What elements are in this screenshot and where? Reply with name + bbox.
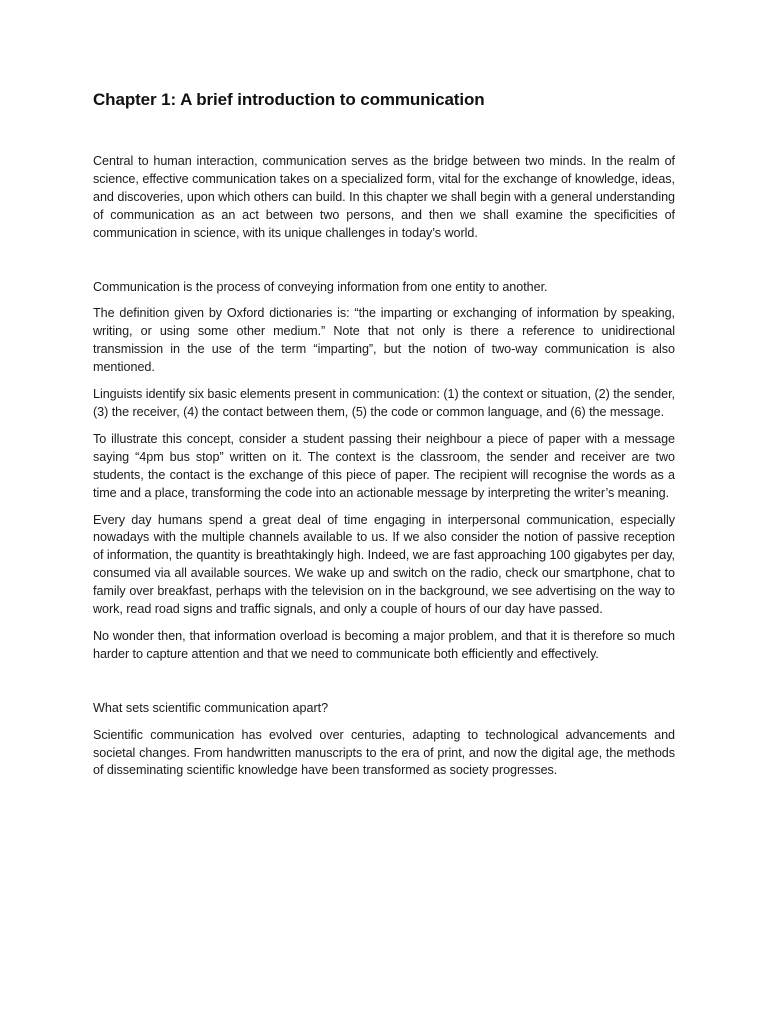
paragraph-student-example: To illustrate this concept, consider a student passing their neighbour a piece of paper with a message saying “4pm bus stop” written on it. The context is the classroom, the sender and receiver are two students, the contact is the exchange of this piece of paper. The recipient will recognise the words as a time and a place, transforming the code into an actionable message by interpreting the writer’s meaning. bbox=[93, 431, 675, 500]
paragraph-definition-process: Communication is the process of conveying information from one entity to another. bbox=[93, 279, 548, 294]
paragraph-oxford-definition: The definition given by Oxford dictionaries is: “the imparting or exchanging of information by speaking, writing, or using some other medium.” Note that not only is there a reference to unidirectional transmission in the use of the term “imparting”, but the notion of two-way communication is also mentioned. bbox=[93, 306, 675, 375]
chapter-title: Chapter 1: A brief introduction to communication bbox=[93, 90, 485, 109]
paragraph-information-overload: No wonder then, that information overload is becoming a major problem, and that it is therefore so much harder to capture attention and that we need to communicate both efficiently and effectively. bbox=[93, 628, 675, 661]
paragraph-scientific-communication: Scientific communication has evolved over centuries, adapting to technological advancements and societal changes. From handwritten manuscripts to the era of print, and now the digital age, the methods of disseminating scientific knowledge have been transformed as society progresses. bbox=[93, 727, 675, 778]
section-heading: What sets scientific communication apart? bbox=[93, 700, 329, 715]
paragraph-six-elements: Linguists identify six basic elements present in communication: (1) the context or situation, (2) the sender, (3) the receiver, (4) the contact between them, (5) the code or common language, and (6) the message. bbox=[93, 387, 675, 419]
paragraph-information-quantity: Every day humans spend a great deal of time engaging in interpersonal communication, especially nowadays with the multiple channels available to us. If we also consider the notion of passive reception of information, the quantity is breathtakingly high. Indeed, we are fast approaching 100 gigabytes per day, consumed via all available sources. We wake up and switch on the radio, check our smartphone, chat to family over breakfast, perhaps with the television on in the background, we see advertising on the way to work, read road signs and traffic signals, and only a couple of hours of our day have passed. bbox=[93, 512, 675, 617]
intro-paragraph: Central to human interaction, communication serves as the bridge between two minds. In the realm of science, effective communication takes on a specialized form, vital for the exchange of knowledge, ideas, and discoveries, upon which others can build. In this chapter we shall begin with a general understanding of communication as an act between two persons, and then we shall examine the specificities of communication in science, with its unique challenges in today’s world. bbox=[93, 154, 675, 240]
document-page bbox=[93, 88, 675, 789]
